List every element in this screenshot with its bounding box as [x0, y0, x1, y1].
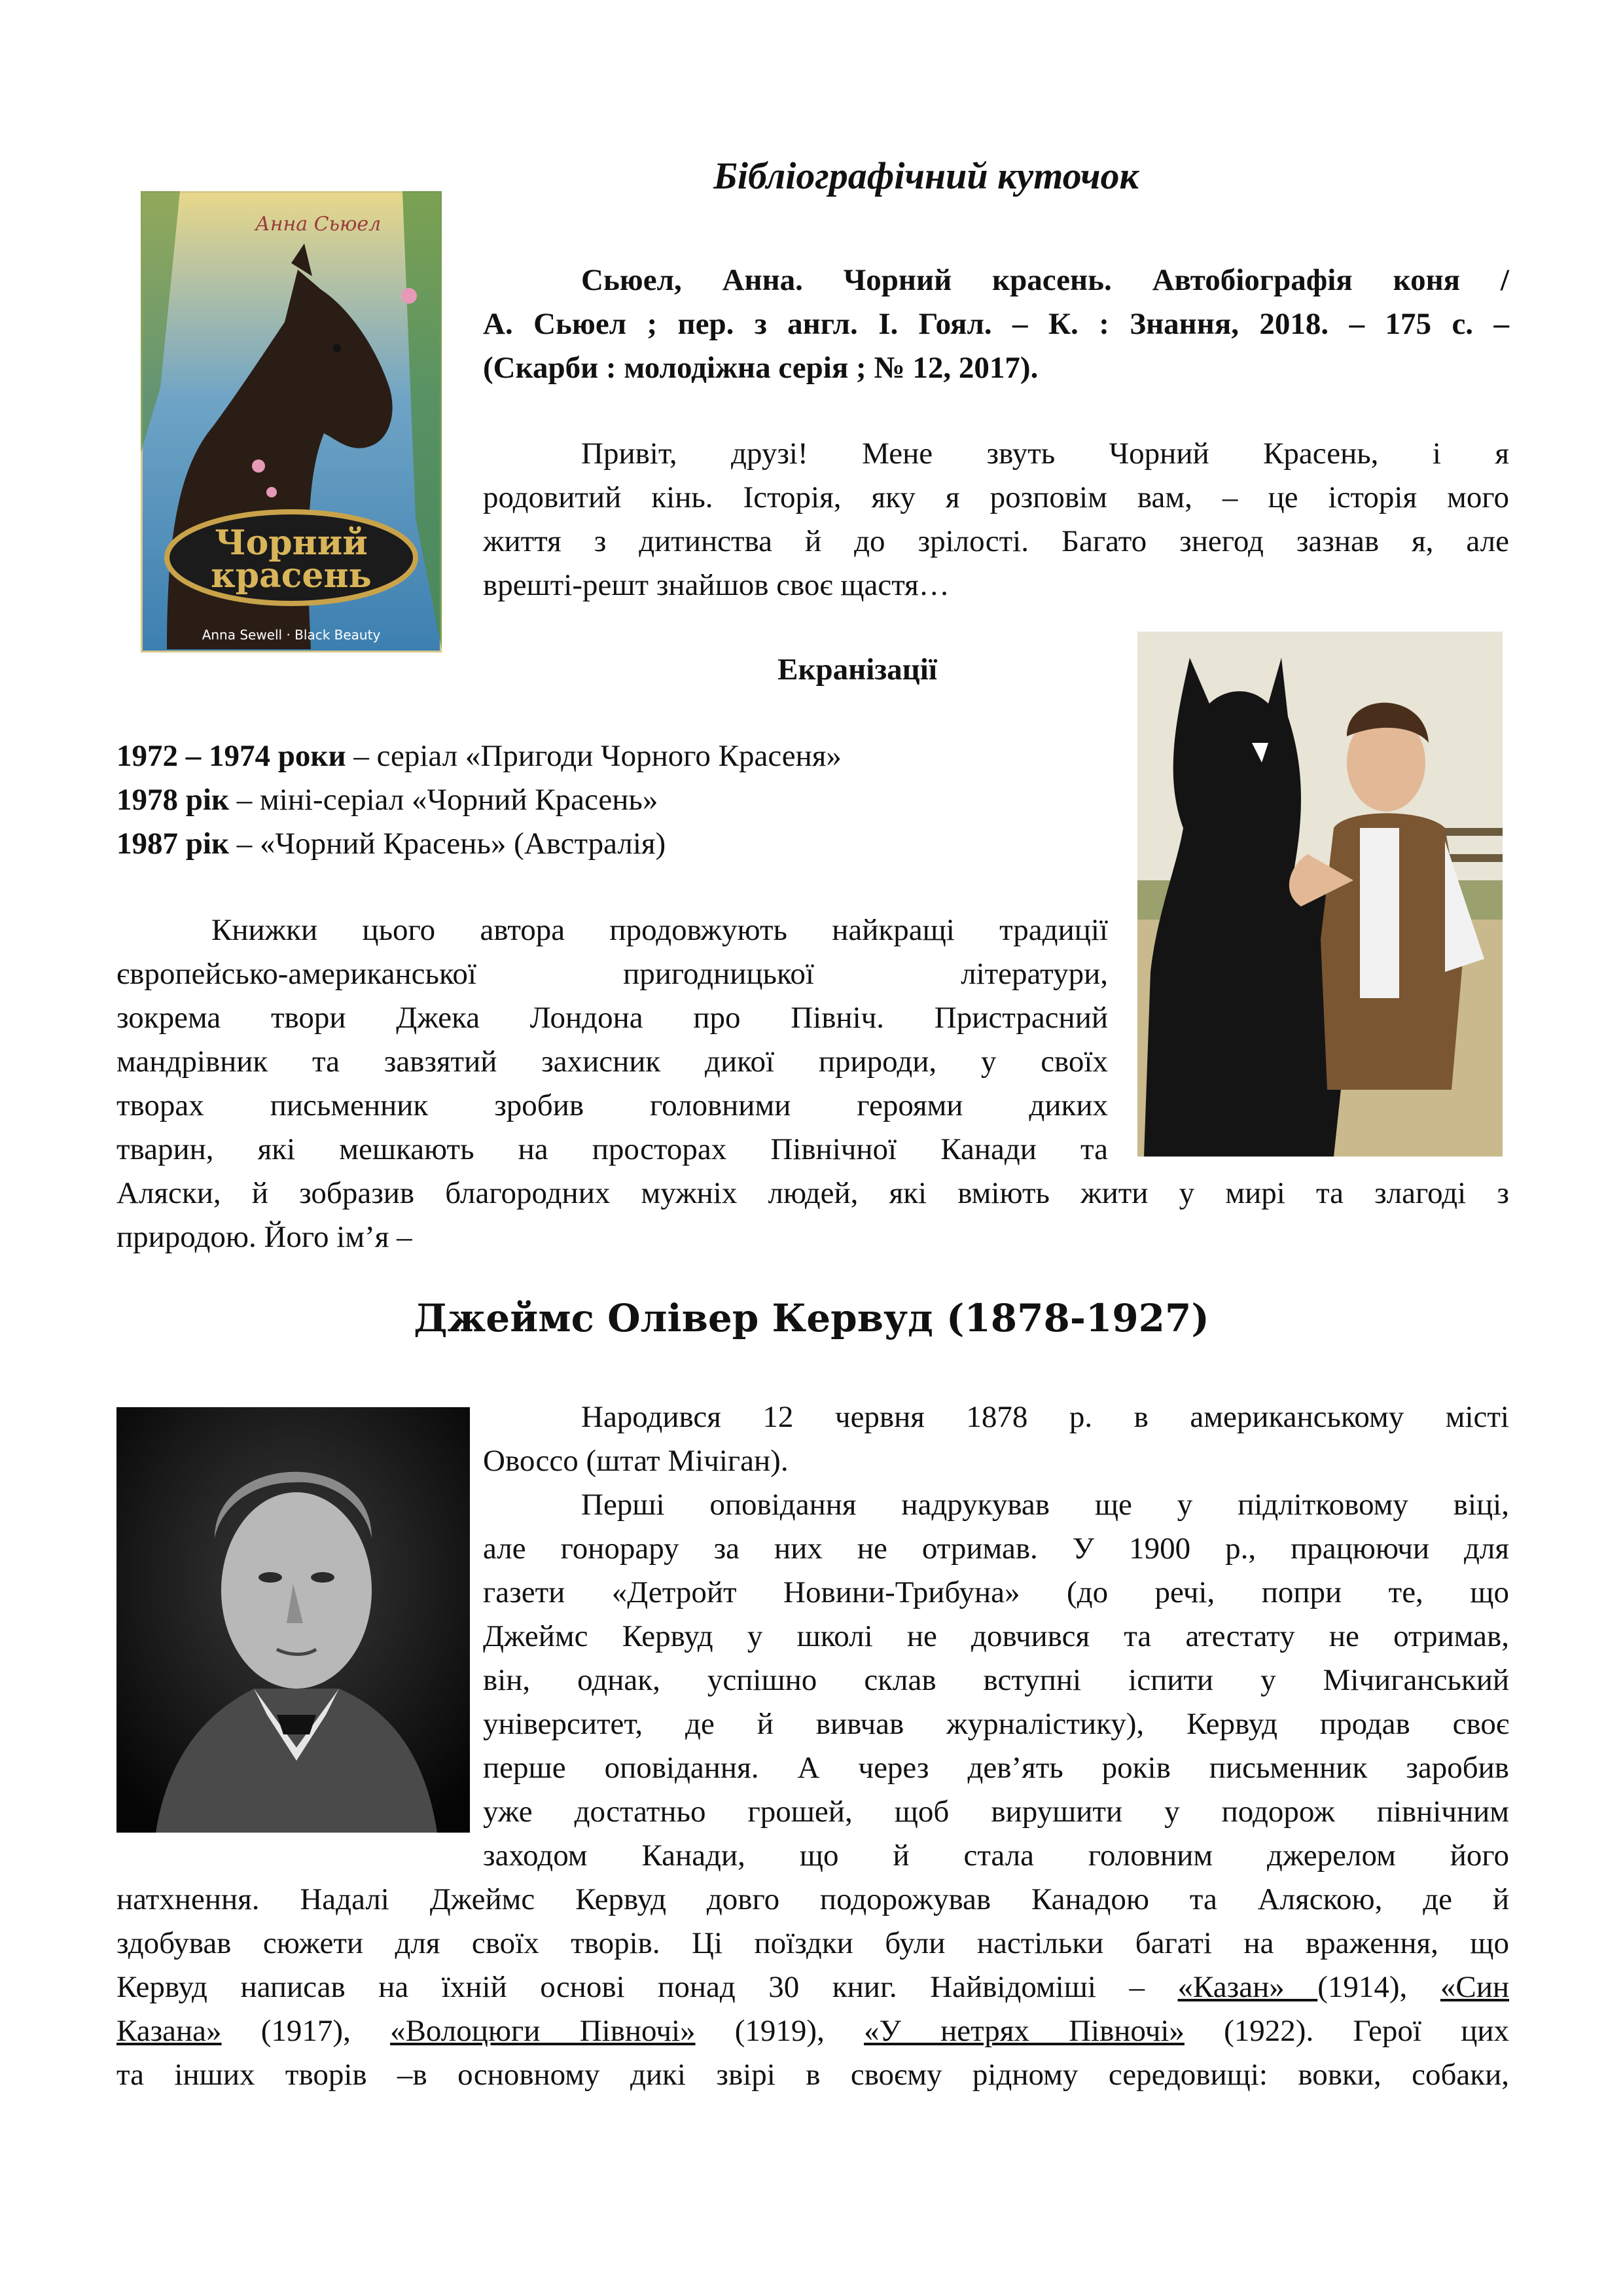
work-link-volotsiugy[interactable]: «Волоцюги Півночі» [390, 2014, 696, 2048]
intro-line: життя з дитинства й до зрілості. Багато знегод зазнав я, але [483, 524, 1509, 558]
book-cover-author: Анна Сьюел [255, 213, 382, 236]
bio-line: натхнення. Надалі Джеймс Кервуд довго подорожував Канадою та Аляскою, де й [116, 1882, 1509, 1916]
bio-line: газети «Детройт Новини-Трибуна» (до речі, попри те, що [483, 1575, 1509, 1609]
bio-line-works-1: Кервуд написав на їхній основі понад 30 книг. Найвідоміші – «Казан» (1914), «Син [116, 1970, 1509, 2004]
author-intro-paragraph [116, 908, 1509, 1259]
author-intro-line: тварин, які мешкають на просторах Північної Канади та [116, 1132, 1108, 1166]
bio-line: Перші оповідання надрукував ще у підлітковому віці, [581, 1488, 1509, 1522]
citation-line: Сьюел, Анна. Чорний красень. Автобіографія коня / [581, 263, 1509, 297]
book-cover-bottom-text: Anna Sewell · Black Beauty [202, 627, 381, 643]
intro-line: родовитий кінь. Історія, яку я розповім вам, – це історія мого [483, 480, 1509, 514]
citation [483, 259, 1509, 390]
work-link-son-kazan[interactable]: «Син [1440, 1970, 1509, 2004]
bio-line: заходом Канади, що й стала головним джерелом його [483, 1839, 1509, 1873]
author-intro-line: зокрема твори Джека Лондона про Північ. Пристрасний [116, 1001, 1108, 1035]
author-intro-line: мандрівник та завзятий захисник дикої природи, у своїх [116, 1045, 1108, 1079]
bio-line: але гонорару за них не отримав. У 1900 р., працюючи для [483, 1532, 1509, 1566]
citation-line: А. Сьюел ; пер. з англ. І. Гоял. – К. : Знання, 2018. – 175 с. – [483, 307, 1509, 341]
book-cover-title-line2: красень [211, 556, 372, 596]
adaptations-list [116, 734, 1098, 866]
book-cover-image [141, 191, 442, 653]
bio-line: університет, де й вивчав журналістику), Кервуд продав своє [483, 1707, 1509, 1741]
intro-line: врешті-решт знайшов своє щастя… [483, 568, 950, 602]
adaptation-item: 1972 – 1974 роки – серіал «Пригоди Чорного Красеня» [116, 739, 842, 773]
work-link-kazan[interactable]: «Казан» [1177, 1970, 1318, 2004]
bio-line: Народився 12 червня 1878 р. в американському місті [581, 1400, 1509, 1434]
work-link-son-kazan-cont[interactable]: Казана» [116, 2014, 222, 2048]
section-title: Бібліографічний куточок [713, 154, 1139, 197]
work-link-netri[interactable]: «У нетрях Півночі» [864, 2014, 1185, 2048]
adaptations-heading: Екранізації [777, 653, 937, 687]
adaptation-item: 1987 рік – «Чорний Красень» (Австралія) [116, 827, 666, 861]
bio-line: він, однак, успішно склав вступні іспити у Мічиганський [483, 1663, 1509, 1697]
author-intro-line: творах письменник зробив головними героями диких [116, 1088, 1108, 1122]
bio-line: Овоссо (штат Мічіган). [483, 1444, 789, 1478]
author-intro-line: природою. Його ім’я – [116, 1220, 412, 1254]
intro-line: Привіт, друзі! Мене звуть Чорний Красень, і я [581, 437, 1509, 471]
author-heading: Джеймс Олівер Кервуд (1878-1927) [414, 1296, 1209, 1340]
bio-line: перше оповідання. А через дев’ять років письменник заробив [483, 1751, 1509, 1785]
author-intro-line: Аляски, й зобразив благородних мужніх людей, які вміють жити у мирі та злагоді з [116, 1176, 1509, 1210]
book-cover-title-line1: Чорний [215, 523, 368, 563]
adaptation-item: 1978 рік – міні-серіал «Чорний Красень» [116, 783, 658, 817]
bio-line: Джеймс Кервуд у школі не довчився та атестату не отримав, [483, 1619, 1509, 1653]
bio-line: уже достатньо грошей, щоб вирушити у подорож північним [483, 1795, 1509, 1829]
biography-paragraph [116, 1395, 1509, 2097]
bio-line-works-2: Казана» (1917), «Волоцюги Півночі» (1919), «У нетрях Півночі» (1922). Герої цих [116, 2014, 1509, 2048]
citation-line: (Скарби : молодіжна серія ; № 12, 2017). [483, 351, 1039, 385]
author-intro-line: європейсько-американської пригодницької літератури, [116, 957, 1108, 991]
author-intro-line: Книжки цього автора продовжують найкращі традиції [211, 913, 1108, 947]
bio-line: здобував сюжети для своїх творів. Ці поїздки були настільки багаті на враження, що [116, 1926, 1509, 1960]
bio-line: та інших творів –в основному дикі звірі в своєму рідному середовищі: вовки, собаки, [116, 2058, 1509, 2092]
intro-paragraph [483, 432, 1509, 607]
